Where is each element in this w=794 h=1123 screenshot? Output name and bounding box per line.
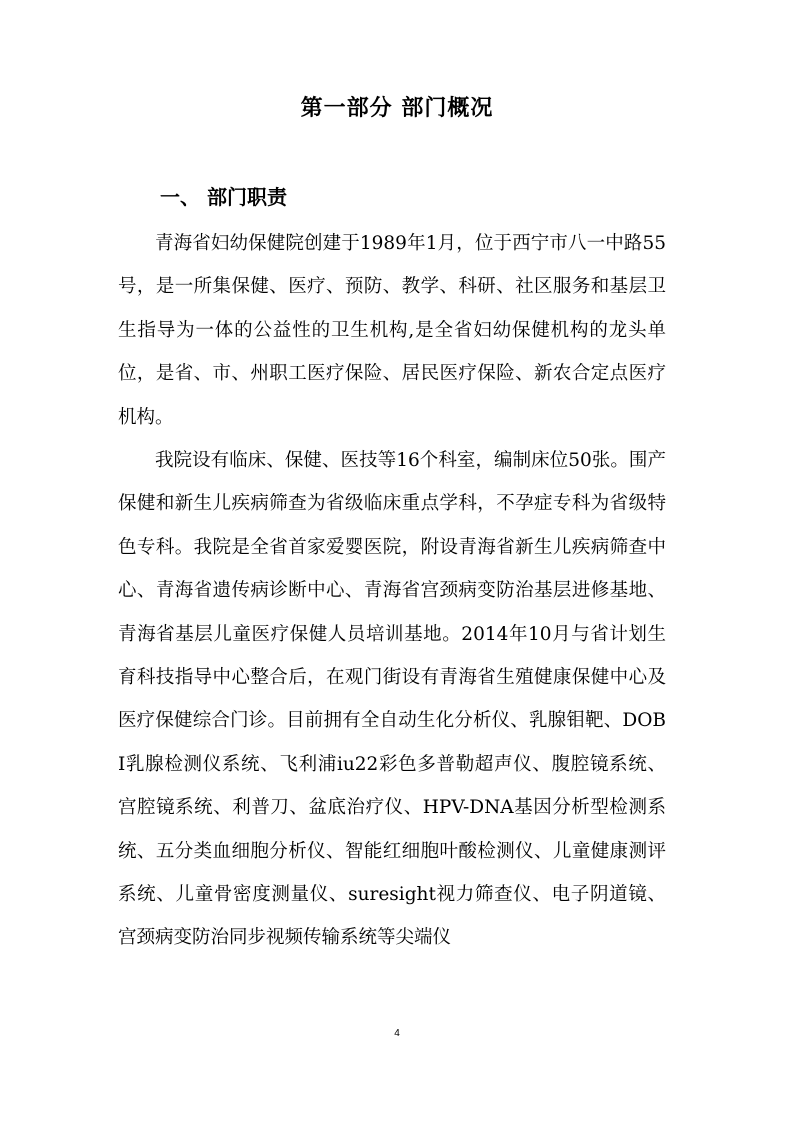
page-number: 4	[394, 1028, 400, 1039]
paragraph-departments-equipment: 我院设有临床、保健、医技等16个科室，编制床位50张。围产保健和新生儿疾病筛查为省级临床重点学科，不孕症专科为省级特色专科。我院是全省首家爱婴医院，附设青海省新生儿疾病筛查中心、青海省遗传病诊断中心、青海省宫颈病变防治基层进修基地、青海省基层儿童医疗保健人员培训基地。2014年10月与省计划生育科技指导中心整合后，在观门街设有青海省生殖健康保健中心及医疗保健综合门诊。目前拥有全自动生化分析仪、乳腺钼靶、DOBI乳腺检测仪系统、飞利浦iu22彩色多普勒超声仪、腹腔镜系统、宫腔镜系统、利普刀、盆底治疗仪、HPV-DNA基因分析型检测系统、五分类血细胞分析仪、智能红细胞叶酸检测仪、儿童健康测评系统、儿童骨密度测量仪、suresight视力筛查仪、电子阴道镜、宫颈病变防治同步视频传输系统等尖端仪	[118, 450, 666, 949]
paragraph-hospital-overview: 青海省妇幼保健院创建于1989年1月，位于西宁市八一中路55号，是一所集保健、医疗、预防、教学、科研、社区服务和基层卫生指导为一体的公益性的卫生机构,是全省妇幼保健机构的龙头单位，是省、市、州职工医疗保险、居民医疗保险、新农合定点医疗机构。	[118, 233, 666, 428]
page-title: 第一部分 部门概况	[300, 96, 494, 121]
section-heading: 一、 部门职责	[160, 185, 287, 209]
